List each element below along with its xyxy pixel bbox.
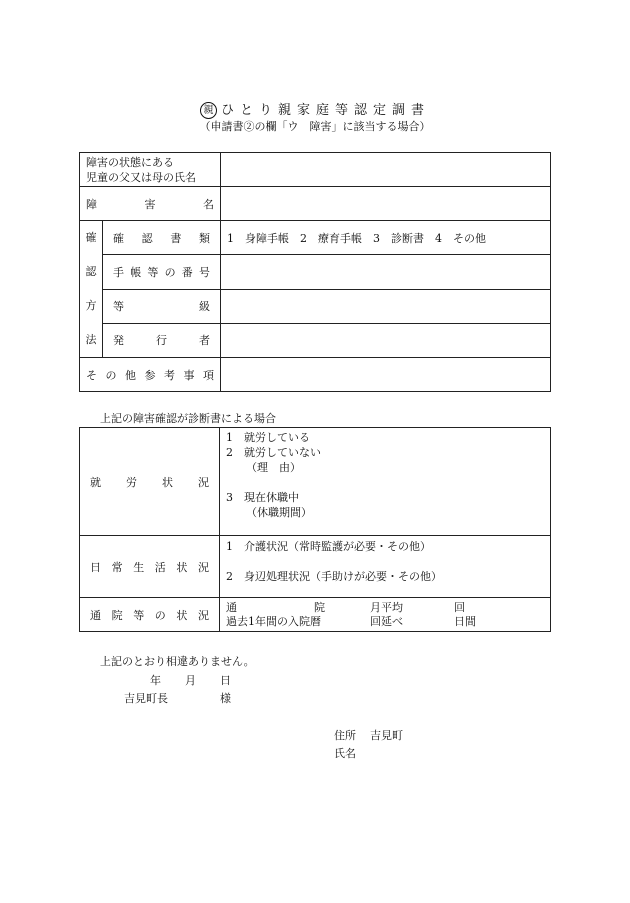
issuer-field[interactable]	[221, 323, 551, 357]
grade-field[interactable]	[221, 289, 551, 323]
hospital-status-field[interactable]	[220, 598, 551, 632]
diagnosis-section-intro: 上記の障害確認が診断書による場合	[100, 412, 276, 425]
grade-label: 等 級	[103, 289, 221, 323]
employment-on-leave-option[interactable]: 3 現在休職中	[226, 491, 299, 504]
confirmation-statement: 上記のとおり相違ありません。	[100, 655, 255, 668]
address-value[interactable]: 吉見町	[370, 729, 403, 742]
name-label: 氏名	[334, 747, 356, 760]
hospital-visit-row: 通 院 月平均 回	[226, 600, 465, 614]
circled-parent-mark: 親	[200, 102, 217, 119]
hospital-inpatient-row: 過去1年間の入院暦 回延べ 日間	[226, 614, 476, 628]
document-subtitle: （申請書②の欄「ウ 障害」に該当する場合）	[199, 120, 431, 133]
issuer-label: 発 行 者	[103, 323, 221, 357]
doc-type-label: 確 認 書 類	[103, 221, 221, 255]
confirmation-method-label: 確 認 方 法	[80, 221, 103, 358]
date-month-label: 月	[185, 674, 196, 687]
document-title-row	[0, 99, 630, 119]
parent-name-label-line2: 児童の父又は母の氏名	[86, 170, 196, 184]
parent-name-label	[80, 153, 221, 187]
daily-life-status-field[interactable]	[220, 536, 551, 598]
daily-life-status-label: 日 常 生 活 状 況	[80, 536, 220, 598]
disability-name-field[interactable]	[221, 187, 551, 221]
daily-life-self-care-option[interactable]: 2 身辺処理状況（手助けが必要・その他）	[226, 570, 442, 583]
notebook-number-field[interactable]	[221, 255, 551, 289]
employment-status-label: 就 労 状 況	[80, 428, 220, 536]
address-label: 住所	[334, 729, 356, 742]
addressee-name: 吉見町長	[124, 692, 168, 705]
employment-reason-label: （理 由）	[246, 461, 301, 474]
disability-confirmation-table	[79, 152, 551, 392]
parent-name-label-line1: 障害の状態にある	[86, 155, 174, 169]
parent-name-field[interactable]	[221, 153, 551, 187]
employment-status-field[interactable]	[220, 428, 551, 536]
doc-type-options[interactable]: 1 身障手帳 2 療育手帳 3 診断書 4 その他	[221, 221, 551, 255]
other-notes-field[interactable]	[221, 358, 551, 392]
notebook-number-label: 手 帳 等 の 番 号	[103, 255, 221, 289]
document-title: ひとり親家庭等認定調書	[220, 103, 430, 118]
daily-life-care-option[interactable]: 1 介護状況（常時監護が必要・その他）	[226, 540, 431, 553]
date-day-label: 日	[220, 674, 231, 687]
disability-name-label: 障 害 名	[80, 187, 221, 221]
addressee-honorific: 様	[220, 692, 231, 705]
other-notes-label: そ の 他 参 考 事 項	[80, 358, 221, 392]
employment-blank-line	[226, 475, 544, 490]
employment-leave-period-label: （休職期間）	[246, 506, 312, 519]
employment-not-working-option[interactable]: 2 就労していない	[226, 446, 321, 459]
hospital-status-label: 通 院 等 の 状 況	[80, 598, 220, 632]
employment-working-option[interactable]: 1 就労している	[226, 431, 310, 444]
date-year-label: 年	[150, 674, 161, 687]
diagnosis-status-table	[79, 427, 551, 632]
